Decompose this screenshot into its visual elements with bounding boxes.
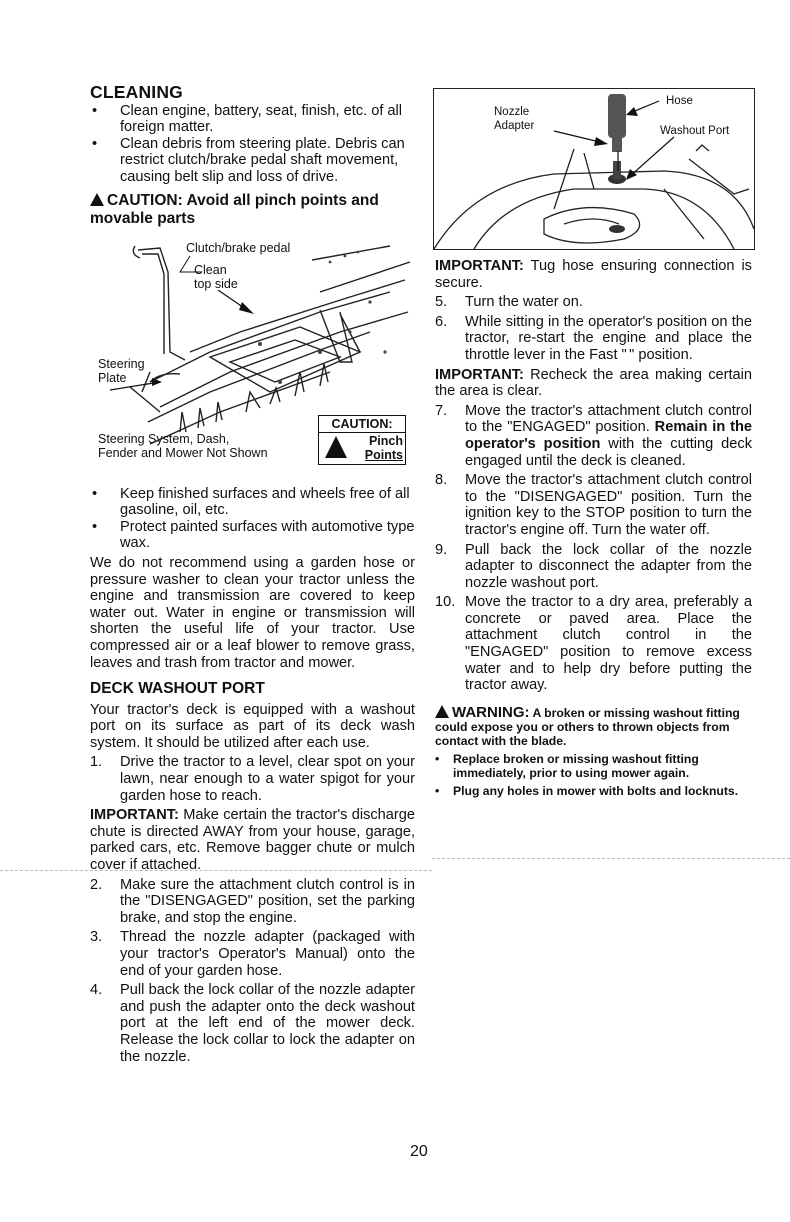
washout-port-label: Washout Port — [660, 125, 730, 137]
plate-label: Plate — [98, 370, 127, 385]
surface-bullet: • Keep finished surfaces and wheels free of all gasoline, oil, etc. — [92, 485, 410, 519]
deck-washout-heading: DECK WASHOUT PORT — [90, 680, 265, 698]
important-note-1: IMPORTANT: Make certain the tractor's discharge chute is directed AWAY from your house, garage, parked cars, etc. Remove bagger chute or mulch cover if attached. — [90, 807, 415, 874]
left-column — [90, 84, 415, 1065]
steering-label: Steering — [98, 356, 145, 371]
warning-triangle-icon — [435, 705, 449, 718]
step-4: 4. Pull back the lock collar of the nozzle adapter and push the adapter onto the deck washout port at the left end of the mower deck. Release the lock collar to lock the adapter on the nozzle. — [90, 982, 415, 1065]
washout-port-illustration — [434, 89, 754, 249]
caution-triangle-icon — [90, 193, 104, 206]
top-side-label: top side — [194, 276, 238, 291]
pinch-points-caution-box — [318, 415, 406, 465]
cleaning-heading: CLEANING — [90, 82, 183, 102]
important-note-2: IMPORTANT: Tug hose ensuring connection is secure. — [435, 258, 752, 291]
step-1: 1. Drive the tractor to a level, clear spot on your lawn, near enough to a water spigot for your garden hose to reach. — [90, 754, 415, 804]
hose-paragraph: We do not recommend using a garden hose or pressure washer to clean your tractor unless the engine and transmission are covered to keep water out. Water in engine or transmission will shorten the useful life of your tractor. Use compressed air or a leaf blower to remove grass, leaves and trash from tractor and mower. — [90, 554, 415, 671]
step-10: 10. Move the tractor to a dry area, preferably a concrete or paved area. Place the attachment clutch control in the "ENGAGED" position to remove excess water and to help dry before putting the tractor away. — [435, 594, 752, 694]
step-8: 8. Move the tractor's attachment clutch control to the "DISENGAGED" position. Turn the ignition key to the STOP position to turn the tractor's engine off. Turn the water off. — [435, 472, 752, 538]
washout-port-figure — [433, 88, 755, 250]
step-5: 5. Turn the water on. — [435, 294, 583, 311]
warning-bullet: • Plug any holes in mower with bolts and locknuts. — [435, 783, 739, 798]
caution-box-title: CAUTION: — [319, 416, 405, 434]
step-3: 3. Thread the nozzle adapter (packaged with your tractor's Operator's Manual) onto the end of your garden hose. — [90, 929, 415, 979]
hose-label: Hose — [666, 95, 693, 107]
step-9: 9. Pull back the lock collar of the nozzle adapter to disconnect the adapter from the nozzle washout port. — [435, 541, 752, 591]
step-6: 6. While sitting in the operator's position on the tractor, re-start the engine and place the throttle lever in the Fast " " position. — [435, 313, 752, 363]
right-column — [435, 258, 752, 798]
figure-caption-line1: Steering System, Dash, — [98, 431, 230, 446]
warning-notice: WARNING: A broken or missing washout fitting could expose you or others to thrown objects from contact with the blade. — [435, 703, 740, 748]
cleaning-bullet: • Clean debris from steering plate. Debris can restrict clutch/brake pedal shaft movement, causing belt slip and loss of drive. — [92, 135, 405, 185]
figure-caption-line2: Fender and Mower Not Shown — [98, 445, 268, 460]
page-number: 20 — [410, 1143, 428, 1160]
deck-paragraph: Your tractor's deck is equipped with a washout port on its surface as part of its deck wash system. It should be utilized after each use. — [90, 701, 415, 751]
step-2: 2. Make sure the attachment clutch control is in the "DISENGAGED" position, set the parking brake, and stop the engine. — [90, 876, 415, 926]
warning-bullet: • Replace broken or missing washout fitting immediately, prior to using mower again. — [435, 751, 699, 780]
surface-bullet: • Protect painted surfaces with automotive type wax. — [92, 518, 415, 552]
steering-plate-figure — [90, 232, 415, 482]
clutch-brake-pedal-label: Clutch/brake pedal — [186, 240, 291, 255]
nozzle-label: Nozzle — [494, 106, 530, 118]
clean-label: Clean — [194, 262, 227, 277]
step-7: 7. Move the tractor's attachment clutch control to the "ENGAGED" position. Remain in the operator's position with the cutting deck engaged until the deck is cleaned. — [435, 402, 752, 469]
important-note-3: IMPORTANT: Recheck the area making certain the area is clear. — [435, 366, 753, 400]
caution-box-text: Pinch Points — [364, 433, 403, 462]
caution-notice: CAUTION: Avoid all pinch points and movable parts — [90, 191, 379, 227]
cleaning-bullet: • Clean engine, battery, seat, finish, etc. of all foreign matter. — [92, 102, 403, 136]
caution-triangle-icon — [325, 436, 347, 458]
adapter-label: Adapter — [494, 120, 535, 132]
scan-line — [432, 858, 790, 859]
